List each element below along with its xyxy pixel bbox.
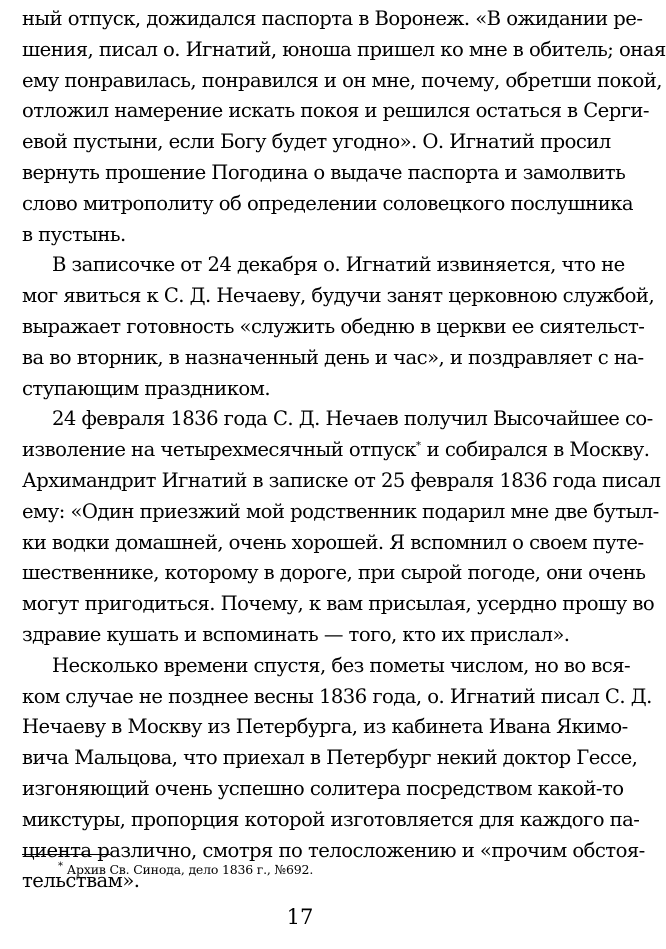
page-number: 17	[286, 905, 314, 929]
text-line: Нечаеву в Москву из Петербурга, из кабинета Ивана Якимо-	[22, 715, 628, 739]
footnote-text: Архив Св. Синода, дело 1836 г., №692.	[66, 862, 314, 877]
paragraph-first-line: Несколько времени спустя, без пометы числом, но во вся-	[52, 653, 631, 677]
text-line: тельствам».	[22, 869, 140, 893]
footnote	[58, 862, 313, 877]
text-line: микстуры, пропорция которой изготовляется для каждого па-	[22, 807, 640, 831]
body-text	[22, 4, 666, 897]
text-line: ему понравилась, понравился и он мне, почему, обретши покой,	[22, 68, 662, 92]
text-line: ки водки домашней, очень хорошей. Я вспомнил о своем путе-	[22, 530, 644, 554]
text-line: выражает готовность «служить обедню в церкви ее сиятельст-	[22, 314, 645, 338]
text-segment: изволение на четырехмесячный отпуск	[22, 438, 416, 462]
text-line: могут пригодиться. Почему, к вам присылая, усердно прошу во	[22, 592, 655, 616]
text-line: отложил намерение искать покоя и решился остаться в Серги-	[22, 99, 649, 123]
footnote-marker: *	[58, 860, 63, 872]
text-line: ком случае не позднее весны 1836 года, о. Игнатий писал С. Д.	[22, 684, 652, 708]
paragraph-first-line: В записочке от 24 декабря о. Игнатий извиняется, что не	[52, 253, 625, 277]
text-line: изгоняющий очень успешно солитера посредством какой-то	[22, 776, 624, 800]
text-line: вича Мальцова, что приехал в Петербург некий доктор Гессе,	[22, 746, 638, 770]
text-line: евой пустыни, если Богу будет угодно». О. Игнатий просил	[22, 130, 611, 154]
text-line: в пустынь.	[22, 222, 126, 246]
paragraph-first-line: 24 февраля 1836 года С. Д. Нечаев получил Высочайшее со-	[52, 407, 653, 431]
text-line: ный отпуск, дожидался паспорта в Воронеж. «В ожидании ре-	[22, 7, 643, 30]
footnote-divider	[22, 854, 110, 855]
footnote-marker: *	[415, 440, 421, 452]
text-line: циента различно, смотря по телосложению и «прочим обстоя-	[22, 838, 645, 862]
text-line: вернуть прошение Погодина о выдаче паспорта и замолвить	[22, 160, 626, 184]
text-line	[22, 435, 650, 466]
text-segment: и собирался в Москву.	[426, 438, 650, 462]
text-line: ему: «Один приезжий мой родственник подарил мне две бутыл-	[22, 499, 659, 523]
text-line: шественнике, которому в дороге, при сырой погоде, они очень	[22, 561, 646, 585]
text-line: здравие кушать и вспоминать — того, кто их прислал».	[22, 622, 570, 646]
text-line: шения, писал о. Игнатий, юноша пришел ко мне в обитель; оная	[22, 37, 666, 61]
text-line: мог явиться к С. Д. Нечаеву, будучи занят церковною службой,	[22, 284, 655, 308]
text-line: слово митрополиту об определении соловецкого послушника	[22, 191, 634, 215]
text-line: ва во вторник, в назначенный день и час», и поздравляет с на-	[22, 345, 644, 369]
text-line: ступающим праздником.	[22, 376, 271, 400]
text-line: Архимандрит Игнатий в записке от 25 февраля 1836 года писал	[22, 468, 661, 492]
